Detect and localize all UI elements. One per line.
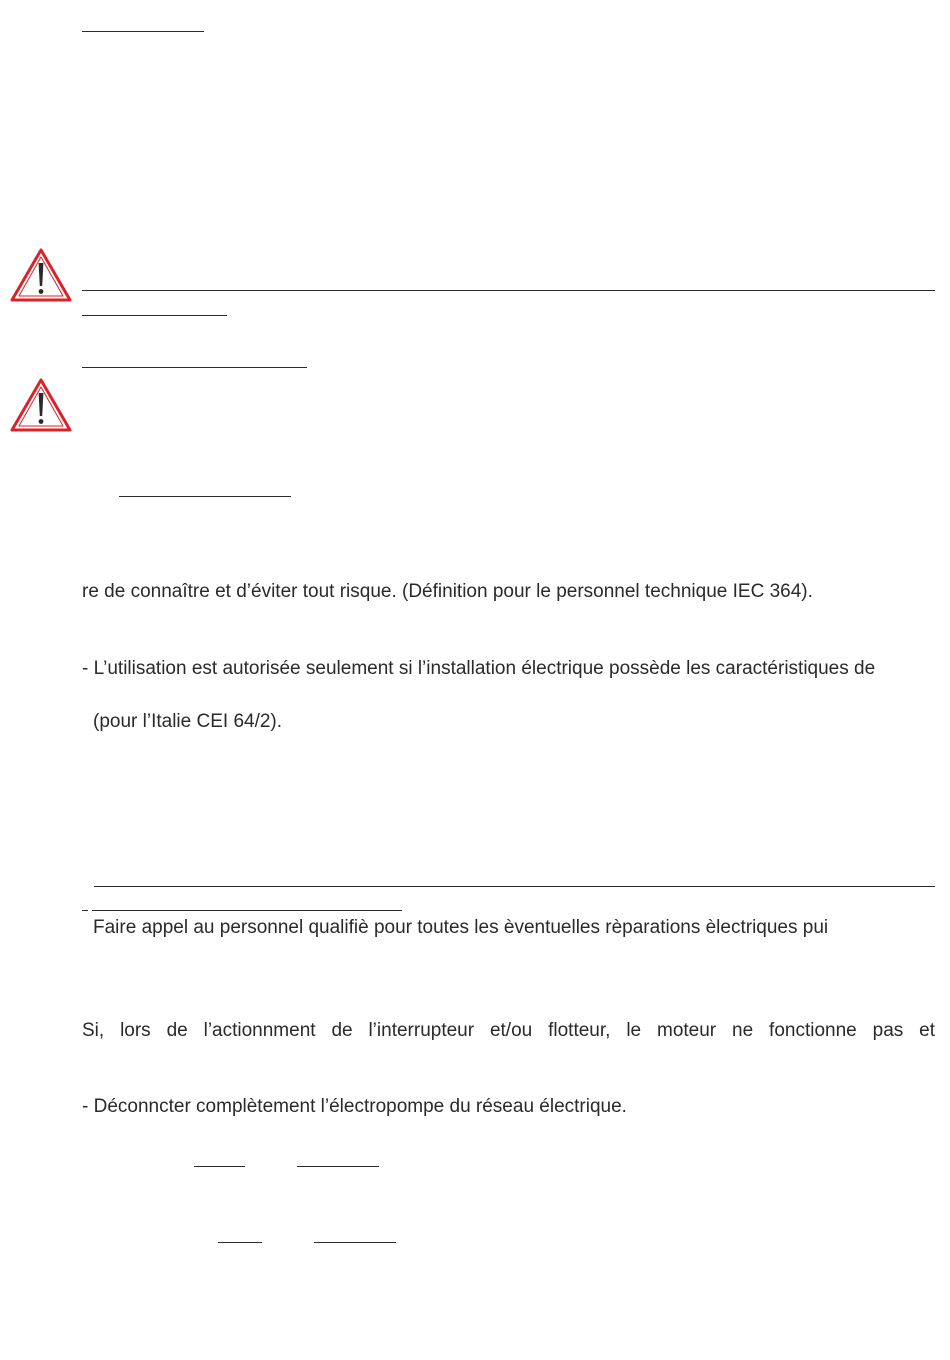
warning-triangle-icon	[8, 246, 74, 304]
underline-rule	[297, 1166, 379, 1167]
underline-rule	[82, 367, 307, 368]
underline-rule	[82, 910, 88, 911]
paragraph-line: Faire appel au personnel qualifiè pour toutes les èventuelles rèparations èlectriques pui	[93, 917, 829, 938]
warning-triangle-icon	[8, 376, 74, 434]
underline-rule	[82, 290, 935, 291]
paragraph-line: Si, lors de l’actionnment de l’interrupteur et/ou flotteur, le moteur ne fonctionne pas et	[82, 1020, 935, 1041]
underline-rule	[82, 31, 204, 32]
paragraph-line: (pour l’Italie CEI 64/2).	[93, 711, 283, 732]
underline-rule	[82, 315, 227, 316]
underline-rule	[194, 1166, 245, 1167]
paragraph-line: re de connaître et d’éviter tout risque. (Définition pour le personnel technique IEC 364).	[82, 581, 813, 602]
underline-rule	[119, 496, 291, 497]
underline-rule	[314, 1242, 396, 1243]
underline-rule	[218, 1242, 262, 1243]
underline-rule	[94, 886, 935, 887]
paragraph-line: - L’utilisation est autorisée seulement si l’installation électrique possède les caractéristiques de	[82, 658, 876, 679]
paragraph-line: - Déconncter complètement l’électropompe du réseau électrique.	[82, 1096, 627, 1117]
underline-rule	[92, 910, 402, 911]
